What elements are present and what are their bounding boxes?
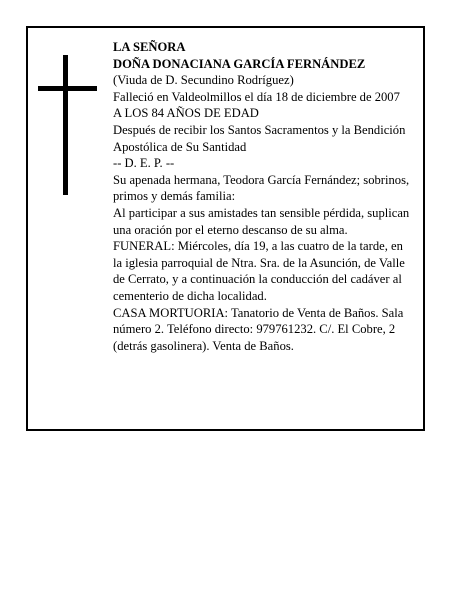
- rip-line: -- D. E. P. --: [113, 156, 175, 171]
- funeral-paragraph: FUNERAL: Miércoles, día 19, a las cuatro de la tarde, en la iglesia parroquial de Ntra. Sra. de la Asunción, de Valle de Cerrato, y a continuación la conducción del cadáver al cementerio de dicha localidad.: [113, 239, 405, 303]
- sacraments-line: Después de recibir los Santos Sacramentos y la Bendición Apostólica de Su Santidad: [113, 122, 406, 154]
- age-line: A LOS 84 AÑOS DE EDAD: [113, 106, 259, 121]
- notice-title: LA SEÑORA: [113, 40, 186, 54]
- death-info: Falleció en Valdeolmillos el día 18 de diciembre de 2007: [113, 89, 400, 104]
- family-line: Su apenada hermana, Teodora García Fernández; sobrinos, primos y demás familia:: [113, 172, 410, 204]
- deceased-name: DOÑA DONACIANA GARCÍA FERNÁNDEZ: [113, 56, 366, 71]
- widow-of-line: (Viuda de D. Secundino Rodríguez): [113, 73, 294, 88]
- mortuary-paragraph: CASA MORTUORIA: Tanatorio de Venta de Baños. Sala número 2. Teléfono directo: 979761232. C/. El Cobre, 2 (detrás gasolinera). Venta de Baños.: [113, 305, 404, 353]
- cross-icon-horizontal-bar: [38, 86, 97, 91]
- obituary-text: [113, 39, 411, 354]
- request-paragraph: Al participar a sus amistades tan sensible pérdida, suplican una oración por el eterno descanso de su alma.: [113, 205, 410, 237]
- cross-icon-vertical-bar: [63, 55, 68, 195]
